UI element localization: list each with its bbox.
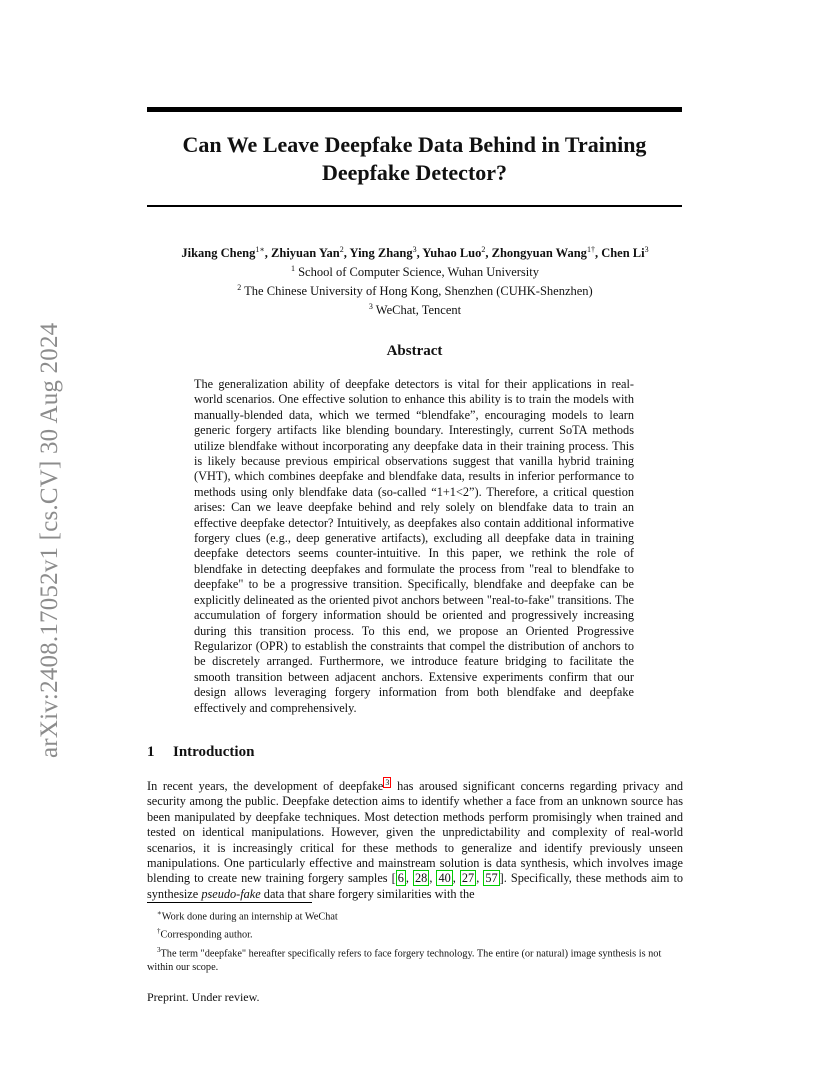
citation-link[interactable]: 6 bbox=[397, 871, 404, 886]
affiliation bbox=[120, 280, 710, 299]
affiliation-mark: 1 bbox=[290, 264, 295, 274]
author-name: Yuhao Luo bbox=[422, 246, 482, 261]
affiliation bbox=[120, 299, 710, 318]
affiliation bbox=[120, 261, 710, 280]
footnote-mark: 3 bbox=[157, 945, 161, 954]
author-block bbox=[120, 242, 710, 319]
intro-emphasis: pseudo-fake bbox=[201, 886, 261, 901]
author-mark: 3 bbox=[644, 245, 649, 254]
footnote-text: The term "deepfake" hereafter specifically refers to face forgery technology. The entire (or natural) image synthesis is not within our scope. bbox=[147, 948, 662, 974]
author-name: Zhiyuan Yan bbox=[271, 246, 340, 261]
author-name: Jikang Cheng bbox=[181, 246, 256, 261]
footnotes bbox=[147, 906, 683, 975]
footnote-text: Corresponding author. bbox=[160, 929, 253, 941]
author-name: Ying Zhang bbox=[349, 246, 413, 261]
abstract-text: The generalization ability of deepfake detectors is vital for their applications in real-world scenarios. One effective solution to enhance this ability is to train the models with manually-blended data, which we termed “blendfake”, encouraging models to learn generic forgery artifacts like blending boundary. Interestingly, current SoTA methods utilize blendfake without incorporating any deepfake data in their training process. This is likely because previous empirical observations suggest that vanilla hybrid training (VHT), which combines deepfake and blendfake data, results in inferior performance to methods using only blendfake data (so-called “1+1<2”). Therefore, a critical question arises: Can we leave deepfake behind and rely solely on blendfake data to train an effective deepfake detector? Intuitively, as deepfakes also contain additional informative forgery clues (e.g., deep generative artifacts), excluding all deepfake data in training deepfake detectors seems counter-intuitive. In this paper, we rethink the role of blendfake in detecting deepfakes and formulate the process from "real to blendfake to deepfake" to be a progressive transition. Specifically, blendfake and deepfake can be explicitly delineated as the oriented pivot anchors between "real-to-fake" transitions. The accumulation of forgery information should be oriented and progressively increasing during this transition process. To this end, we propose an Oriented Progressive Regularizor (OPR) to establish the constraints that compel the distribution of anchors to be discretely arranged. Furthermore, we introduce feature bridging to facilitate the smooth transition between adjacent anchors. Extensive experiments confirm that our design allows leveraging forgery information from both blendfake and deepfake effectively and comprehensively. bbox=[194, 377, 634, 715]
footnote bbox=[147, 943, 683, 975]
footnote-text: Work done during an internship at WeChat bbox=[161, 911, 338, 923]
abstract-heading: Abstract bbox=[386, 343, 443, 359]
footnote-mark: ∗ bbox=[157, 909, 162, 917]
citation-link[interactable]: 40 bbox=[438, 871, 451, 886]
author-mark: 3 bbox=[412, 245, 417, 254]
introduction-paragraph: In recent years, the development of deepfake $^3$ has aroused significant concerns regarding privacy and security among the public. Deepfake detection aims to identify whether a face from an unknown source has been manipulated by deepfake techniques. Most detection methods perform promisingly when trained and tested on identical manipulations. However, given the unpredictability and complexity of real-world scenarios, it is increasingly critical for these methods to generalize and identify previously unseen manipulations. One particularly effective and mainstream solution is data synthesis, which involves image blending to create new training forgery samples [ 6 , 28 , 40 , 27 , 57 ]. Specifically, these methods aim to synthesize pseudo-fake data that share forgery similarities with the bbox=[147, 777, 684, 901]
author-mark: 2 bbox=[339, 245, 344, 254]
paper-title bbox=[147, 131, 682, 187]
citation-link[interactable]: 57 bbox=[485, 871, 498, 886]
section-title: Introduction bbox=[173, 744, 255, 760]
intro-text: . Specifically, these methods aim to synthesize bbox=[147, 871, 684, 901]
author-mark: 2 bbox=[481, 245, 486, 254]
section-heading bbox=[147, 744, 254, 761]
footnote bbox=[147, 906, 683, 924]
footnote bbox=[147, 924, 683, 942]
citation-link[interactable]: 28 bbox=[415, 871, 428, 886]
arxiv-identifier: arXiv:2408.17052v1 [cs.CV] 30 Aug 2024 bbox=[36, 322, 63, 758]
footnote-rule bbox=[147, 902, 312, 903]
footnote-mark: † bbox=[157, 927, 161, 936]
intro-text: has aroused significant concerns regarding privacy and security among the public. Deepfake detection aims to identify whether a face from an unknown source has been manipulated by deepfake techniques. Most detection methods perform promisingly when trained and tested on identical manipulations. However, given the unpredictability and complexity of real-world scenarios, it is increasingly critical for these methods to generalize and identify previously unseen manipulations. One particularly effective and mainstream solution is data synthesis, which involves image blending to create new training forgery samples bbox=[147, 779, 683, 886]
author-name: Zhongyuan Wang bbox=[491, 246, 587, 261]
affiliation-text: The Chinese University of Hong Kong, Shenzhen (CUHK-Shenzhen) bbox=[244, 284, 593, 299]
footnote-link[interactable]: 3 bbox=[385, 777, 390, 787]
title-line-2: Deepfake Detector? bbox=[321, 160, 508, 185]
intro-text: data that share forgery similarities with the bbox=[260, 886, 475, 901]
affiliation-text: School of Computer Science, Wuhan University bbox=[298, 265, 539, 280]
preprint-note: Preprint. Under review. bbox=[147, 990, 260, 1004]
affiliation-mark: 3 bbox=[368, 302, 373, 312]
intro-text: In recent years, the development of deepfake bbox=[147, 779, 384, 793]
section-number: 1 bbox=[147, 744, 155, 760]
affiliation-text: WeChat, Tencent bbox=[375, 303, 462, 318]
citation-link[interactable]: 27 bbox=[461, 871, 475, 886]
affiliation-mark: 2 bbox=[237, 283, 242, 293]
author-mark: 1∗ bbox=[255, 245, 265, 254]
author-name: Chen Li bbox=[601, 246, 645, 261]
author-list: Jikang Cheng$^{1∗}$, Zhiyuan Yan$^2$, Ying Zhang$^3$, Yuhao Luo$^2$, Zhongyuan Wang$^{1\dagger}$, Chen Li$^3$ bbox=[181, 245, 649, 261]
title-line-1: Can We Leave Deepfake Data Behind in Training bbox=[182, 132, 647, 157]
title-top-rule bbox=[147, 107, 682, 112]
author-mark: 1† bbox=[586, 245, 595, 254]
title-bottom-rule bbox=[147, 205, 682, 207]
